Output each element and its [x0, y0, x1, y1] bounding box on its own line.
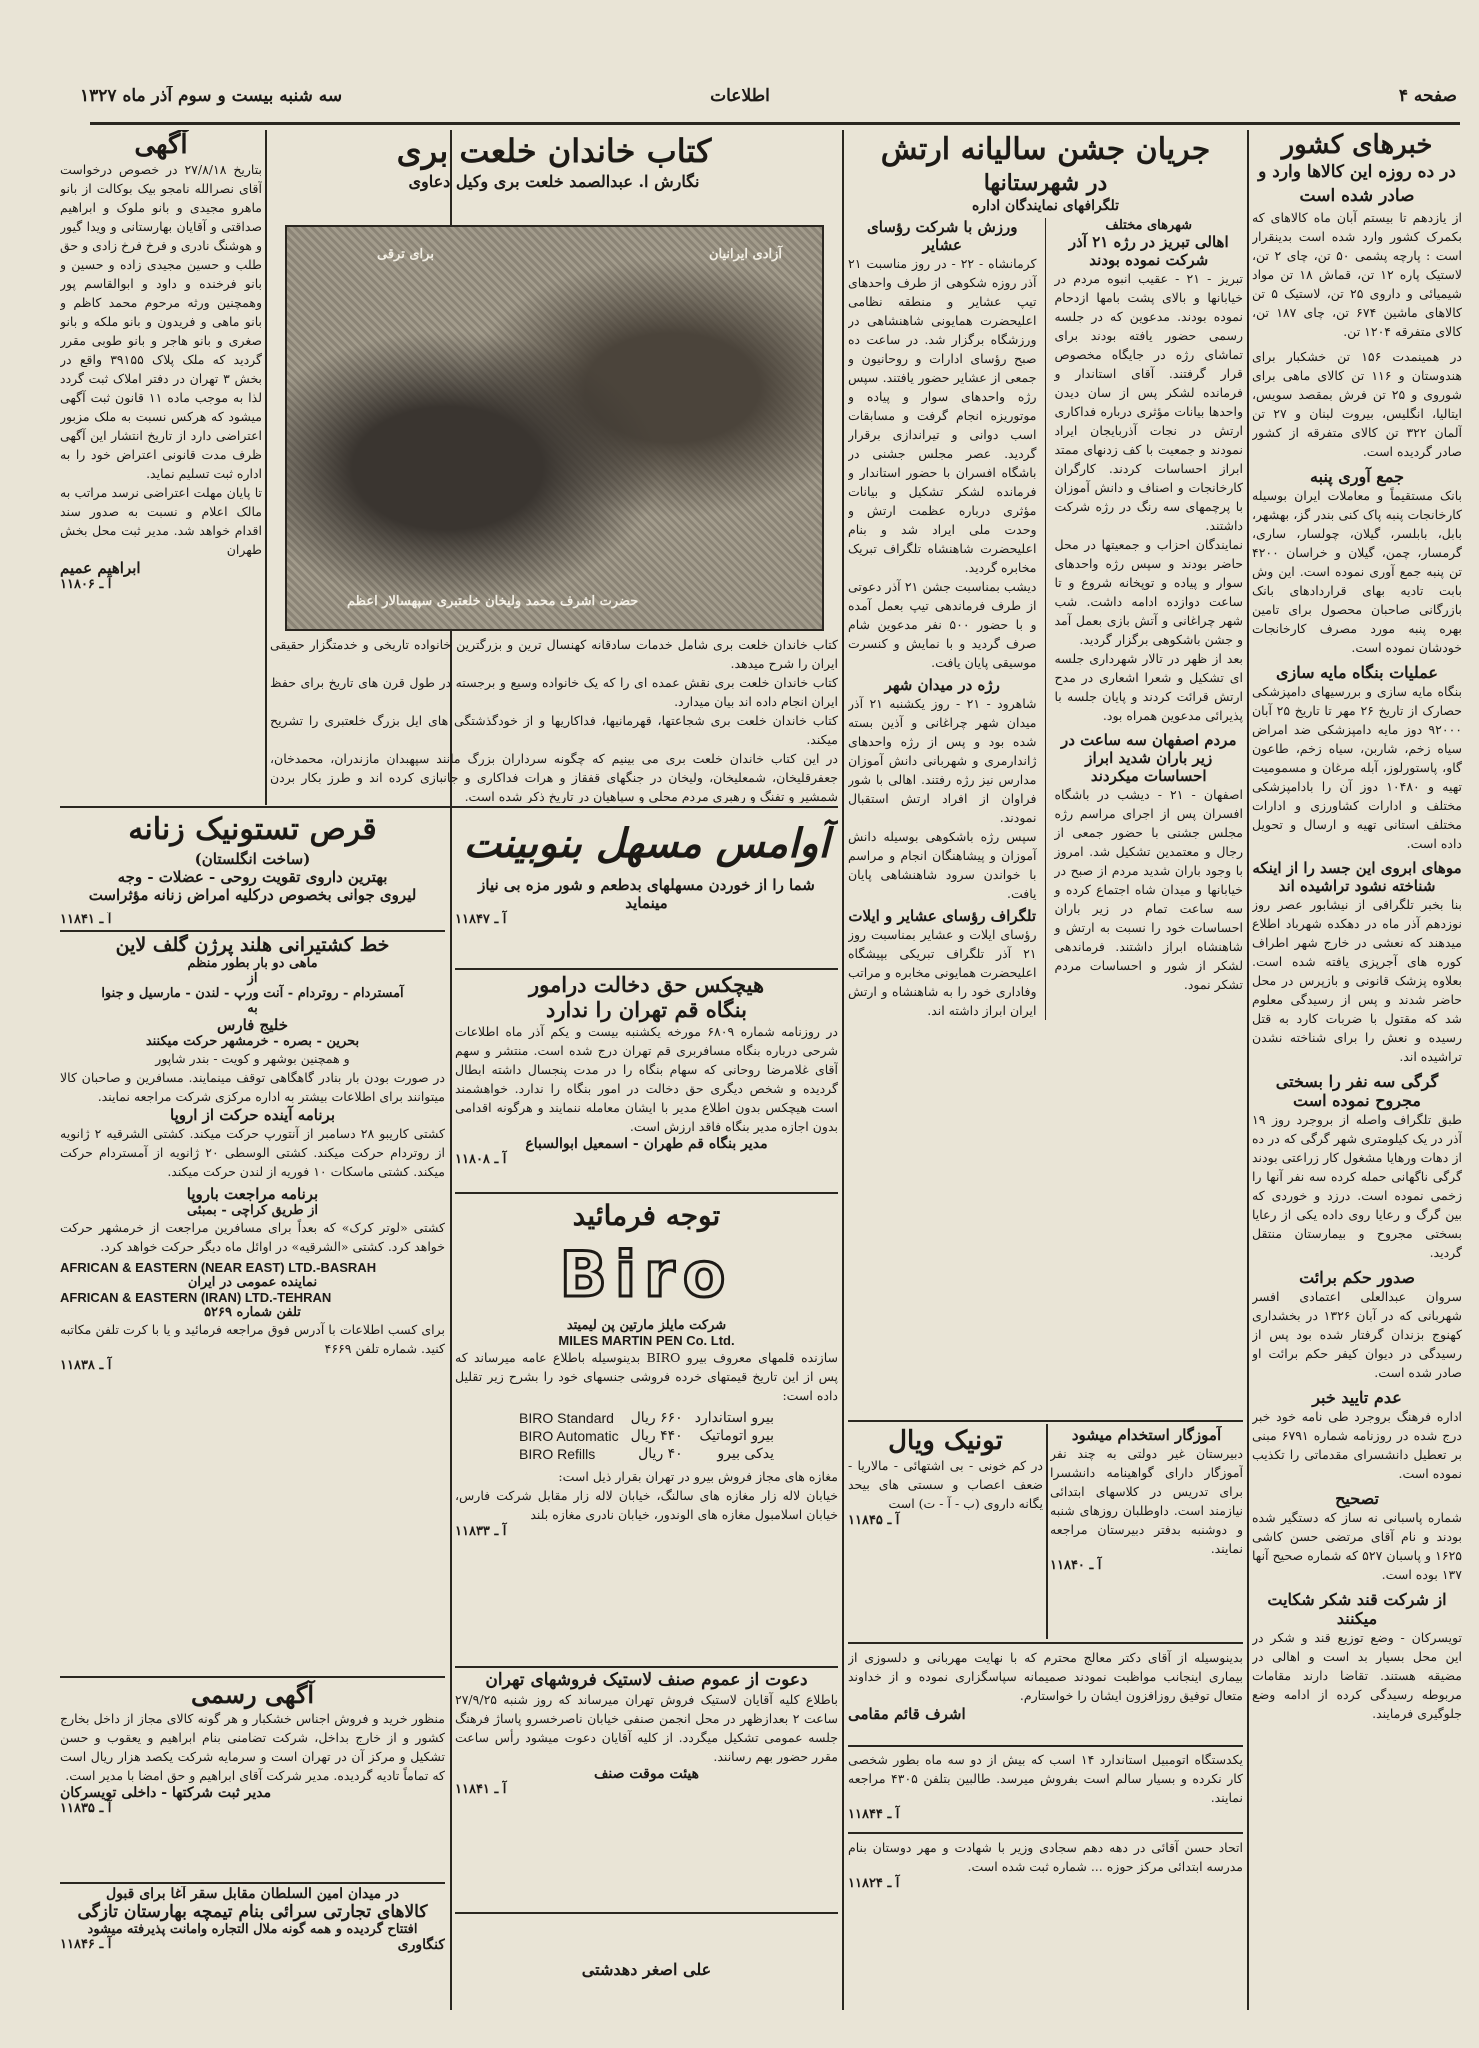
- book-byline: نگارش ا. عبدالصمد خلعت بری وکیل دعاوی: [408, 172, 700, 191]
- bottom-sign-name: علی اصغر دهدشتی: [581, 1960, 712, 1979]
- ad-rule: [60, 1882, 445, 1884]
- book-paragraph: کتاب خاندان خلعت بری شامل خدمات سادقانه کهنسال ترین و بزرگترین خانواده تاریخی و خدمتگزار حقیقی ایران را شرح میدهد.: [270, 637, 838, 671]
- article-paragraph: نمایندگان احزاب و جمعیتها در محل حاضر بودند و سپس رژه واحدهای سوار و پیاده و توپخانه شروع و تا ساعت دوازده ادامه داشت. شب شهر چراغانی و آتش بازی بعمل آمد و جشن باشکوهی برگزار گردید.: [1054, 537, 1243, 647]
- shipping-ports: آمستردام - روتردام - آنت ورپ - لندن - مارسیل و جنوا: [101, 986, 404, 1001]
- ad-rule: [848, 1745, 1243, 1747]
- biro-body: [455, 1318, 838, 1663]
- price-value: ۴۰ ریال: [638, 1446, 683, 1462]
- tonic-title: تونیک ویال: [888, 1426, 1003, 1456]
- brief-heading: جمع آوری پنبه: [1310, 467, 1404, 486]
- photo-caption-top: آزادی ایرانیان: [708, 247, 782, 262]
- notice-text: بتاریخ ۲۷/۸/۱۸ در خصوص درخواست آقای نصرالله نامجو بیک بوکالت از بانو ماهرو مجیدی و بانو ملوک و ابراهیم صداقتی و آقایان بهارستانی و ویدا گیور و هوشنگ نادری و فرخ فرخ زادی و حق طلب و حسین مجیدی زاده و حسین و بانو فرخنده و داود و ابوالقاسم پور وهمچنین ورثه مرحوم محمد کاظم و بانو ماهی و فریدون و بانو ملکه و بانو صغری و بانو هاجر و بانو طوبی مقرر گردید که ملک پلاک ۳۹۱۵۵ واقع در بخش ۳ تهران در دفتر املاک ثبت گردد لذا به موجب ماده ۱۱ قانون ثبت آگهی میشود که هرکس نسبت به ملک مزبور اعتراضی دارد از تاریخ انتشار این آگهی ظرف مدت قانونی اعتراض خود را به اداره ثبت تسلیم نماید.: [60, 162, 262, 481]
- army-byline: تلگرافهای نمایندگان اداره: [971, 198, 1120, 214]
- ad-code: آ ـ ۱۱۸۲۴: [848, 1876, 900, 1891]
- brief-heading: عملیات بنگاه مایه سازی: [1276, 663, 1438, 682]
- ad-rule: [848, 1832, 1243, 1834]
- article-paragraph: سپس رژه باشکوهی بوسیله دانش آموزان و پیشاهنگان انجام و مراسم با خواندن سرود شاهنشاهی پایان یافت.: [848, 829, 1037, 901]
- shipping-gulf-ports: بحرین - بصره - خرمشهر حرکت میکنند: [145, 1034, 360, 1049]
- section-heading: رژه در میدان شهر: [884, 676, 1000, 694]
- testonik-ad: [60, 810, 445, 910]
- caravanserai-sign: کنگاوری: [397, 1937, 445, 1953]
- brief-paragraph: اداره فرهنگ بروجرد طی نامه خود خبر درج شده در روزنامه شماره ۶۷۹۱ مبنی بر تعطیل دانشسرای مقدماتی را تکذیب نموده است.: [1252, 1409, 1462, 1481]
- price-fa: بیرو استاندارد: [694, 1410, 774, 1426]
- rubber-title: دعوت از عموم صنف لاستیک فروشهای تهران: [485, 1670, 808, 1690]
- news-briefs-column: [1252, 130, 1462, 2010]
- official-sign: مدیر ثبت شرکتها - داخلی تویسرکان: [60, 1785, 272, 1801]
- thanks-ad: [848, 1648, 1243, 1738]
- price-en: BIRO Standard: [519, 1410, 614, 1426]
- army-title: جریان جشن سالیانه ارتش: [880, 132, 1211, 167]
- biro-company-fa: شرکت مایلز مارتین پن لیمیتد: [566, 1318, 727, 1333]
- testonik-origin: (ساخت انگلستان): [194, 850, 311, 868]
- section-heading: تلگراف رؤسای عشایر و ایلات: [848, 907, 1037, 925]
- biro-company-en: MILES MARTIN PEN Co. Ltd.: [558, 1333, 735, 1348]
- book-body: [270, 635, 838, 803]
- price-row: [513, 1409, 780, 1427]
- shipping-agent-fa: نماینده عمومی در ایران: [187, 1275, 318, 1290]
- car-text: یکدستگاه اتومبیل استاندارد ۱۴ اسب که بیش از دو سه ماه بطور شخصی کار نکرده و بسیار سالم است بفروش میرسد. طالبین بتلفن ۴۳۰۵ مراجعه نمایند.: [848, 1752, 1243, 1805]
- shipping-text: و همچنین بوشهر و کویت - بندر شاپور: [155, 1051, 350, 1066]
- notice-sign: ابراهیم عمیم: [60, 559, 141, 577]
- ad-code: آ ـ ۱۱۸۴۵: [848, 1513, 900, 1528]
- brief-heading: عدم تایید خبر: [1312, 1388, 1402, 1407]
- ad-code: آ ـ ۱۱۸۴۰: [1050, 1558, 1102, 1573]
- masthead-rule: [90, 122, 1460, 125]
- price-fa: یدکی بیرو: [717, 1446, 774, 1462]
- thanks-text: بدینوسیله از آقای دکتر معالج محترم که با نهایت مهربانی و دلسوزی از بیماری اینجانب مواظبت نمودند صمیمانه سپاسگزاری نموده و از خداوند متعال توفیق روزافزون ایشان را خواستارم.: [848, 1650, 1243, 1703]
- caravanserai-line: افتتاح گردیده و همه گونه ملال التجاره وامانت پذیرفته میشود: [87, 1922, 418, 1937]
- ad-rule: [455, 1666, 838, 1668]
- eupeptin-ad: [455, 812, 838, 962]
- shipping-text: در صورت بودن بار بنادر گاهگاهی توقف مینمایند. مسافرین و صاحبان کالا میتوانند برای اطلاعات بیشتر به اداره مرکزی شرکت مراجعه نمایند.: [60, 1070, 445, 1104]
- briefs-title: خبرهای کشور: [1281, 130, 1433, 160]
- bottom-sign: [455, 1960, 838, 2000]
- rubber-notice: [455, 1670, 838, 1910]
- shipping-title: خط کشتیرانی هلند پرژن گلف لاین: [115, 934, 390, 956]
- notice-column: [60, 130, 262, 805]
- brief-paragraph: بانک مستقیماً و معاملات ایران بوسیله کارخانجات پنبه پاک کنی بندر گز، بهشهر، بابل، بابلسر، گیلان، چولسار، ساری، گرمسار، چمن، گیلان و خراسان ۴۲۰۰ تن پنبه جمع آوری نموده است. این وش بابت تادیه بهای قراردادهای بانک بازرگانی صاحبان محصول برای تامین بهره پنبه مورد مصرف کارخانجات خودشان نموده است.: [1252, 488, 1462, 655]
- testonik-line: بهترین داروی تقویت روحی - عضلات - وجه: [117, 868, 388, 886]
- brief-paragraph: بنگاه مایه سازی و بررسیهای دامپزشکی حصارک از تاریخ ۲۶ مهر تا تاریخ ۲۵ آبان ۹۲۰۰۰ دوز مایه دامپزشکی ضد امراض سیاه زخم، شاربن، سیاه زخم، طاعون گاو، پاستورلوز، آبله مرغان و مسمومیت تهیه و ۱۰۴۸۰ دوز آن را بادامپزشکی مختلف و ادارات کشاورزی و ادارات مختلف استانی تهیه و ارسال و تحویل داده است.: [1252, 684, 1462, 851]
- biro-logo: Biro: [559, 1238, 734, 1311]
- shipping-return-text: کشتی «لوتر کرک» که بعداً برای مسافرین مراجعت از خرمشهر حرکت خواهد کرد. کشتی «الشرقیه» در اوائل ماه دیگر حرکت خواهد کرد.: [60, 1220, 445, 1254]
- brief-paragraph: تویسرکان - وضع توزیع قند و شکر در این محل بسیار بد است و اهالی در مضیقه هستند. تقاضا دارند مقامات مربوطه رسیدگی کرده از ادامه وضع جلوگیری فرمایند.: [1252, 1630, 1462, 1721]
- brief-paragraph: سروان عبدالعلی اعتمادی افسر شهربانی که در آبان ۱۳۲۶ در بخشداری کهنوج بزندان گرفتار شده بود پس از رسیدگی در دیوان کیفر حکم برائت او صادر شده است.: [1252, 1289, 1462, 1380]
- brief-heading: صدور حکم برائت: [1299, 1268, 1415, 1287]
- bottom-text: اتحاد حسن آقائی در دهه دهم سجادی وزیر با شهادت و مهر دوستان بنام مدرسه ابتدائی مرکز حوزه ... شماره ثبت شده است.: [848, 1840, 1243, 1874]
- testonik-line: لیروی جوانی بخصوص درکلیه امراض زنانه مؤثراست: [88, 886, 417, 904]
- column-rule: [1247, 130, 1249, 2010]
- ad-code: آ ـ ۱۱۸۴۷: [455, 912, 507, 927]
- book-paragraph: در این کتاب خاندان خلعت بری می بینیم که چگونه سرداران بزرگ مانند سپهبدان مازندران، محمدخان، جعفرقلیخان، شمعلیخان، ولیخان در جنگهای قفقاز و هرات فداکاری و جانبازی کرده اند و طرز بکار بردن شمشیر و تفنگ و رهبری مردم محلی و سپاهیان در تاریخ ذکر شده است.: [270, 751, 838, 803]
- shipping-agent-en: AFRICAN & EASTERN (NEAR EAST) LTD.-BASRAH: [60, 1260, 377, 1275]
- shipping-ad: [60, 934, 445, 1494]
- shipping-sub: به: [247, 1001, 258, 1016]
- price-en: BIRO Automatic: [519, 1428, 619, 1444]
- ad-code: آ ـ ۱۱۸۴۶: [60, 1937, 112, 1952]
- bottom-notice: [848, 1838, 1243, 1918]
- brief-paragraph: در همینمدت ۱۵۶ تن خشکبار برای هندوستان و ۱۱۶ تن کالای ماهی برای شوروی و ۲۵ تن فرش بمقصد سویس، ایتالیا، انگلیس، بیروت لبنان و ۲۷ تن آلمان ۳۲۲ تن کالای متفرقه از کشور صادر گردیده است.: [1252, 349, 1462, 459]
- army-subtitle: در شهرستانها: [983, 170, 1108, 196]
- testonik-title: قرص تستونیک زنانه: [128, 812, 377, 847]
- qom-title: بنگاه قم تهران را ندارد: [546, 997, 747, 1022]
- article-paragraph: رؤسای ایلات و عشایر بمناسبت روز ۲۱ آذر تلگراف تبریکی بپیشگاه اعلیحضرت همایونی مخابره و مراتب وفاداری خود را به شاهنشاه و ارتش ایران ابراز داشته اند.: [848, 927, 1037, 1018]
- book-title: کتاب خاندان خلعت بری: [396, 132, 712, 170]
- masthead-page: صفحه ۴: [1398, 86, 1457, 106]
- teacher-ad: [1050, 1426, 1243, 1636]
- army-article: [848, 130, 1243, 1420]
- article-paragraph: اصفهان - ۲۱ - دیشب در باشگاه افسران پس از اجرای مراسم رژه مجلس جشنی با حضور جمعی از رجال و معتمدین تشکیل شد. امروز با وجود باران شدید مردم از صبح در خیابانها و میدان شاه اجتماع کرده و سه ساعت تمام در زیر باران احساسات خود را نسبت به ارتش و شاهنشاه ابراز داشتند. فرماندهی لشکر از شور و احساسات مردم تشکر نمود.: [1054, 787, 1243, 992]
- qom-sign: مدیر بنگاه قم طهران - اسمعیل ابوالسباع: [525, 1136, 768, 1152]
- biro-text: سازنده قلمهای معروف بیرو BIRO بدینوسیله باطلاع عامه میرساند که پس از این تاریخ قیمتهای خرده فروشی جنسهای خود را بشرح زیر تقلیل داده است:: [455, 1350, 838, 1403]
- article-paragraph: دیشب بمناسبت جشن ۲۱ آذر دعوتی از طرف فرماندهی تیپ بعمل آمده و با حضور ۵۰۰ نفر مدعوین شام صرف گردید و با نمایش و کنسرت موسیقی پایان یافت.: [848, 579, 1037, 670]
- rubber-text: باطلاع کلیه آقایان لاستیک فروش تهران میرساند که روز شنبه ۲۷/۹/۲۵ ساعت ۲ بعدازظهر در محل انجمن صنفی خیابان ناصرخسرو پاساژ فرهنگ جلسه عمومی تشکیل میگردد. از کلیه آقایان دعوت میشود رأس ساعت مقرر حضور بهم رسانند.: [455, 1692, 838, 1764]
- tonic-ad: [848, 1426, 1043, 1586]
- brief-paragraph: از یازدهم تا بیستم آبان ماه کالاهای که بکمرک کشور وارد شده است بدینقرار است : پارچه پشمی ۵۰ تن، چای ۲ تن، لاستیک پاره ۱۲ تن، قماش ۱۸ تن مواد شیمیائی و داروی ۲۵ تن، لاستیک ۵ تن کالاهای ماشین ۶۷۴ تن، چای ۱۸۷ تن، کالای متفرقه ۱۲۰۴ تن.: [1252, 210, 1462, 339]
- ad-rule: [1046, 1424, 1048, 1639]
- photo-caption-mid: برای ترقی: [377, 247, 434, 262]
- column-rule: [265, 130, 267, 805]
- price-fa: بیرو اتوماتیک: [699, 1428, 774, 1444]
- shipping-schedule: کشتی کاریبو ۲۸ دسامبر از آنتورپ حرکت میکند. کشتی الشرقیه ۲ ژانویه از روتردام حرکت میکند. کشتی الوسطی ۲۰ ژانویه از آمستردام حرکت میکند. کشتی ماسکات ۱۰ فوریه از لندن حرکت میکند.: [60, 1126, 445, 1179]
- photo-caption-bottom: حضرت اشرف محمد ولیخان خلعتبری سپهسالار اعظم: [347, 594, 639, 609]
- ad-code: آ ـ ۱۱۸۴۱: [60, 912, 112, 927]
- ad-rule: [455, 1912, 838, 1914]
- section-heading: شهرهای مختلف: [1105, 218, 1193, 233]
- shipping-sub: از: [247, 971, 258, 986]
- biro-price-table: [513, 1409, 780, 1463]
- official-title: آگهی رسمی: [190, 1680, 315, 1709]
- ad-rule: [60, 1676, 445, 1678]
- ad-rule: [848, 1420, 1243, 1422]
- shipping-agent-en: AFRICAN & EASTERN (IRAN) LTD.-TEHRAN: [60, 1290, 332, 1305]
- brief-heading: از شرکت قند شکر شکایت میکنند: [1267, 1590, 1447, 1628]
- thanks-sign: اشرف قائم مقامی: [848, 1705, 966, 1723]
- car-ad: [848, 1750, 1243, 1830]
- masthead-date: سه شنبه بیست و سوم آذر ماه ۱۳۲۷: [80, 86, 343, 106]
- qom-title: هیچکس حق دخالت درامور: [528, 972, 765, 997]
- article-paragraph: شاهرود - ۲۱ - روز یکشنبه ۲۱ آذر میدان شهر چراغانی و آذین بسته شده بود و پس از رژه واحدهای ژاندارمری و شهربانی دانش آموزان مدارس نیز رژه رفتند. اهالی با شور فراوان از افراد ارتش استقبال نمودند.: [848, 696, 1037, 825]
- eupeptin-tagline: شما را از خوردن مسهلهای بدطعم و شور مزه بی نیاز مینماید: [478, 876, 815, 912]
- book-paragraph: کتاب خاندان خلعت بری شجاعتها، قهرمانیها، فداکاریها و از خودگذشتگی های ایل بزرگ خلعتبری را تشریح میکند.: [270, 713, 838, 747]
- shipping-text: برای کسب اطلاعات با آدرس فوق مراجعه فرمائید و یا با کرت تلفن مکاتبه کنید. شماره تلفن ۴۶۶۹: [60, 1322, 445, 1356]
- ad-code: آ ـ ۱۱۸۳۵: [60, 1801, 112, 1816]
- section-heading: مردم اصفهان سه ساعت در زیر باران شدید ابراز احساسات میکردند: [1060, 731, 1237, 785]
- notice-text: تا پایان مهلت اعتراضی نرسد مراتب به مالک اعلام و نسبت به صدور سند اقدام خواهد شد. مدیر ثبت محل بخش طهران: [60, 485, 262, 557]
- biro-stores: خیابان لاله زار مغازه های سالنگ، خیابان لاله زار مقابل شرکت فارس، خیابان اسلامبول مغازه های الوندور، خیابان نادری مغازه بلند: [455, 1488, 838, 1522]
- rubber-sign: هیئت موقت صنف: [593, 1766, 700, 1782]
- caravanserai-line: در میدان امین السلطان مقابل سقر آغا برای قبول: [106, 1886, 399, 1902]
- eupeptin-title: آوامس مسهل بنوبینت: [463, 820, 830, 867]
- section-heading: اهالی تبریز در رژه ۲۱ آذر شرکت نموده بودند: [1068, 233, 1229, 269]
- section-rule: [60, 806, 838, 808]
- brief-paragraph: شماره پاسبانی نه ساز که دستگیر شده بودند و نام آقای مرتضی حسن کاشی ۱۶۲۵ و پاسبان ۵۲۷ که شماره صحیح آنها ۱۳۷ بوده است.: [1252, 1510, 1462, 1582]
- ad-code: آ ـ ۱۱۸۰۶: [60, 577, 112, 592]
- ad-code: آ ـ ۱۱۸۴۴: [848, 1807, 900, 1822]
- biro-title: توجه فرمائید: [572, 1199, 721, 1232]
- shipping-return-title: برنامه مراجعت باروپا: [186, 1185, 319, 1203]
- shipping-gulf: خلیج فارس: [217, 1016, 288, 1034]
- qom-notice: [455, 972, 838, 1190]
- brief-paragraph: بنا بخبر تلگرافی از نیشابور عصر روز نوزدهم آذر ماه در دهکده شهرباد اطلاع میدهند که نعشی در خارج شهر اطراف کوره های آجرپزی یافته شده است. بعلاوه پزشک قانونی و بازپرس در محل حاضر شدند و پس از رسیدگی معلوم شد که مقتول با ضربات کارد به قتل رسیده و نعش را برای شناخته نشدن تراشیده اند.: [1252, 897, 1462, 1064]
- price-en: BIRO Refills: [519, 1446, 596, 1462]
- brief-heading: گرگی سه نفر را بسختی مجروح نموده است: [1275, 1072, 1439, 1110]
- notice-title: آگهی: [134, 130, 188, 160]
- biro-stores-title: مغازه های مجاز فروش بیرو در تهران بقرار ذیل است:: [558, 1469, 838, 1484]
- brief-heading: تصحیح: [1335, 1489, 1379, 1508]
- ad-code: آ ـ ۱۱۸۰۸: [455, 1152, 507, 1167]
- article-paragraph: تبریز - ۲۱ - عقیب انبوه مردم در خیابانها و بالای پشت بامها ازدحام نموده بودند. مدعوین که در جلسه رسمی حضور یافته بودند برای تماشای رژه در جایگاه مخصوص قرار گرفتند. آقای استاندار و فرمانده لشکر پس از سان دیدن واحدها بیانات مؤثری درباره فداکاری ارتش در نجات آذربایجان ایراد نمودند و جمعیت با کف زدنهای ممتد ابراز احساسات کردند. کارگران کارخانجات و اصناف و دانش آموزان با پرچمهای سه رنگ در رژه شرکت داشتند.: [1054, 271, 1243, 533]
- shipping-sub: ماهی دو بار بطور منظم: [187, 956, 318, 971]
- price-row: [513, 1427, 780, 1445]
- brief-paragraph: طبق تلگراف واصله از بروجرد روز ۱۹ آذر در یک کیلومتری شهر گرگی که در ده از دهات ورهایا مشغول کار زراعتی بودند گرگی ناگهانی حمله کرده سه نفر آنها را زخمی نموده است. درزد و خوردی که بین گرگ و رعایا روی داده یکی از رعایا بسختی مجروح و بیمارستان منتقل گردید.: [1252, 1112, 1462, 1260]
- section-heading: ورزش با شرکت رؤسای عشایر: [866, 218, 1018, 254]
- briefs-sub: در ده روزه این کالاها وارد و صادر شده است: [1258, 162, 1456, 206]
- qom-text: در روزنامه شماره ۶۸۰۹ مورخه یکشنبه بیست و یکم آذر ماه اطلاعات شرحی درباره بنگاه مسافربری قم تهران درج شده است. منتشر و سهم آقای غلامرضا روحانی که سهام بنگاه را در مدت پنجسال داشته ابطال گردیده و شخص دیگری حق دخالت در امور بنگاه را ندارد. خواهشمند است هیچکس بدون اطلاع مدیر با ایشان معامله ننمایند و هرگونه اقدامی بدون اجازه مدیر بنگاه فاقد ارزش است.: [455, 1024, 838, 1134]
- masthead-paper: اطلاعات: [710, 86, 770, 106]
- caravanserai-title: کالاهای تجارتی سرائی بنام تیمچه بهارستان تازگی: [77, 1902, 428, 1922]
- portrait-photo: [285, 225, 824, 631]
- price-value: ۴۴۰ ریال: [630, 1428, 683, 1444]
- shipping-return-sub: از طریق کراچی - بمبئی: [186, 1203, 319, 1218]
- ad-rule: [60, 930, 445, 932]
- shipping-tel: تلفن شماره ۵۲۶۹: [204, 1305, 301, 1320]
- teacher-title: آموزگار استخدام میشود: [1071, 1426, 1222, 1444]
- official-text: منظور خرید و فروش اجناس خشکبار و هر گونه کالای مجاز از داخل بخارج کشور و از خارج بداخل، شرکت تضامنی بنام ابراهیم و یعقوب و حسن تشکیل و مرکز آن در تهران است و سرمایه شرکت یکصد هزار ریال است که تماماً تادیه گردیده. مدیر شرکت آقای ابراهیم و حق امضا با مدیر است.: [60, 1711, 445, 1783]
- ad-rule: [848, 1642, 1243, 1644]
- price-value: ۶۶۰ ریال: [630, 1410, 683, 1426]
- ad-rule: [455, 1192, 838, 1194]
- ad-code: آ ـ ۱۱۸۳۳: [455, 1524, 507, 1539]
- shipping-schedule-title: برنامه آینده حرکت از اروپا: [170, 1106, 335, 1124]
- article-paragraph: کرمانشاه - ۲۲ - در روز مناسبت ۲۱ آذر روزه شکوهی از طرف واحدهای تیپ عشایر و منطقه نظامی اعلیحضرت همایونی شاهنشاهی در ورزشگاه برگزار شد. در ساعت ده صبح رؤسای ادارات و روحانیون و جمعی از عشایر حضور یافتند. سپس رژه واحدهای سوار و پیاده و موتوریزه انجام گرفت و مسابقات اسب دوانی و تیراندازی برقرار گردید. عصر مجلس جشنی در باشگاه افسران با حضور استاندار و فرمانده لشکر تشکیل و بیانات مؤثری درباره عظمت ارتش و وحدت ملی ایراد شد و بنام اعلیحضرت شاهنشاه تلگراف تبریک مخابره گردید.: [848, 256, 1037, 575]
- ad-rule: [455, 968, 838, 970]
- official-notice: [60, 1680, 445, 1880]
- tonic-text: در کم خونی - بی اشتهائی - مالاریا - ضعف اعصاب و سستی های بیحد یگانه داروی (ب - آ - ت) است: [848, 1458, 1043, 1511]
- caravanserai-ad: [60, 1886, 445, 2011]
- ad-code: آ ـ ۱۱۸۳۸: [60, 1358, 112, 1373]
- article-paragraph: بعد از ظهر در تالار شهرداری جلسه ای تشکیل و شعرا اشعاری در مدح ارتش قرائت کردند و پایان جلسه با پذیرائی مدعوین همراه بود.: [1054, 651, 1243, 723]
- book-paragraph: کتاب خاندان خلعت بری نقش عمده ای را که یک خانواده وسیع و برجسته در طول قرن های تاریخ برای حفظ ایران انجام داده اند بیان میدارد.: [270, 675, 838, 709]
- brief-heading: موهای ابروی این جسد را از اینکه شناخته نشود تراشیده اند: [1252, 859, 1462, 895]
- teacher-text: دبیرستان غیر دولتی به چند نفر آموزگار دارای گواهینامه دانشسرا برای تدریس در کلاسهای ابتدائی نیازمند است. داوطلبان روزهای شنبه و دوشنبه بدفتر دبیرستان مراجعه نمایند.: [1050, 1446, 1243, 1556]
- ad-code: آ ـ ۱۱۸۴۱: [455, 1782, 507, 1797]
- price-row: [513, 1445, 780, 1463]
- column-rule: [842, 130, 844, 2010]
